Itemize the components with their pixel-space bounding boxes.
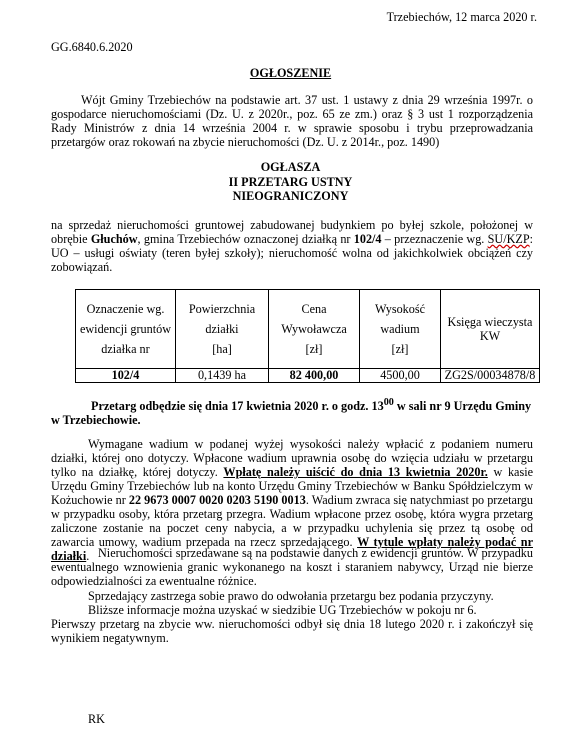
table-header-cell: Wysokość wadium [zł] [360, 290, 441, 369]
table-cell-deposit: 4500,00 [360, 369, 441, 383]
intro-text: Wójt Gminy Trzebiechów na podstawie art. 37 ust. 1 ustawy z dnia 29 września 1997r. o gospodarce nieruchomościami (Dz. U. z 2020r., poz. 65 ze zm.) oraz § 3 ust 1 rozporządzenia Rady Ministrów z dnia 14 września 2004 r. w sprawie sposobu i trybu przeprowadzania przetargów oraz rokowań na zbycie nieruchomości (Dz. U. z 2014r., poz. 1490) [51, 93, 533, 149]
heading-line-2: II PRZETARG USTNY [228, 174, 353, 189]
deposit-text-d: . [86, 549, 90, 563]
deposit-text-a: Wymagane wadium w podanej wyżej wysokości należy wpłacić z podaniem numeru działki, której ono dotyczy. Wpłacone wadium uprawnia osobę do wzięcia udziału w przetargu tylko na działkę, której dotyczy. [51, 437, 533, 479]
auction-time-minutes: 00 [383, 397, 394, 408]
reserve-paragraph: Sprzedający zastrzega sobie prawo do odwołania przetargu bez podania przyczyny. [88, 589, 494, 603]
table-header-row [76, 290, 540, 369]
document-title: OGŁOSZENIE [249, 66, 332, 80]
deposit-title-note: W tytule wpłaty należy podać nr działki [51, 535, 533, 563]
auction-text-a: Przetarg odbędzie się dnia 17 kwietnia 2020 r. o godz. 13 [91, 399, 384, 414]
bank-account-number: 22 9673 0007 0020 0203 5190 0013 [128, 493, 306, 507]
intro-paragraph [51, 93, 533, 149]
property-table [75, 289, 540, 383]
auction-text-b: w sali nr 9 Urzędu Gminy w Trzebiechowie. [51, 399, 532, 428]
sale-text-b: , gmina Trzebiechów oznaczonej działką nr [137, 232, 354, 246]
sale-text-c: – przeznaczenie wg. [381, 232, 488, 246]
table-header-cell: Cena Wywoławcza [zł] [269, 290, 360, 369]
place-date: Trzebiechów, 12 marca 2020 r. [386, 10, 537, 24]
author-initials: RK [88, 712, 105, 726]
table-cell-land-register: ZG2S/00034878/8 [441, 369, 540, 383]
deposit-deadline: Wpłatę należy uiścić do dnia 13 kwietnia 2020r. [223, 465, 488, 479]
table-cell-area: 0,1439 ha [176, 369, 269, 383]
table-header-cell: Oznaczenie wg. ewidencji gruntów działka nr [76, 290, 176, 369]
sale-text-d: : UO – usługi oświaty (teren byłej szkoły); nieruchomość wolna od jakichkolwiek obciążeń czy zobowiązań. [51, 232, 533, 274]
sale-paragraph [51, 218, 533, 274]
info-paragraph: Bliższe informacje można uzyskać w siedzibie UG Trzebiechów w pokoju nr 6. [88, 603, 477, 617]
boundaries-text: Nieruchomości sprzedawane są na podstawie danych z ewidencji gruntów. W przypadku ewentualnego wznowienia granic wykonanego na koszt i staraniem nabywcy, Urząd nie bierze odpowiedzialności za ewentualne różnice. [51, 546, 533, 588]
table-header-cell: Księga wieczysta KW [441, 290, 540, 369]
announcement-heading [0, 160, 581, 204]
deposit-paragraph [51, 437, 533, 563]
heading-line-1: OGŁASZA [260, 160, 321, 174]
heading-line-3: NIEOGRANICZONY [232, 189, 349, 203]
sale-place: Głuchów [90, 232, 138, 246]
table-header-cell: Powierzchnia działki [ha] [176, 290, 269, 369]
table-cell-parcel: 102/4 [76, 369, 176, 383]
deposit-text-c: . Wadium zwraca się natychmiast po przetargu w przypadku osoby, która przetarg przegra. Wadium wpłacone przez osobę, która wygra przetarg zaliczone zostanie na poczet ceny nabycia, a w przypadku uchylenia się przez tą osobę od zawarcia umowy, wadium przepada na rzecz sprzedającego. [51, 493, 533, 549]
reference-number: GG.6840.6.2020 [51, 40, 133, 54]
boundaries-paragraph [51, 546, 533, 588]
first-auction-paragraph: Pierwszy przetarg na zbycie ww. nieruchomości odbył się dnia 18 lutego 2020 r. i zakończył się wynikiem negatywnym. [51, 617, 533, 645]
sale-zoning-code: SU/KZP [487, 232, 530, 246]
table-row [76, 369, 540, 383]
table-cell-price: 82 400,00 [269, 369, 360, 383]
sale-text-a: na sprzedaż nieruchomości gruntowej zabudowanej budynkiem po byłej szkole, położonej w obrębie [51, 218, 533, 246]
deposit-text-b: w kasie Urzędu Gminy Trzebiechów lub na konto Urzędu Gminy Trzebiechów w Banku Spółdzielczym w Kożuchowie nr [51, 465, 533, 507]
sale-parcel: 102/4 [353, 232, 382, 246]
auction-paragraph [51, 396, 533, 427]
